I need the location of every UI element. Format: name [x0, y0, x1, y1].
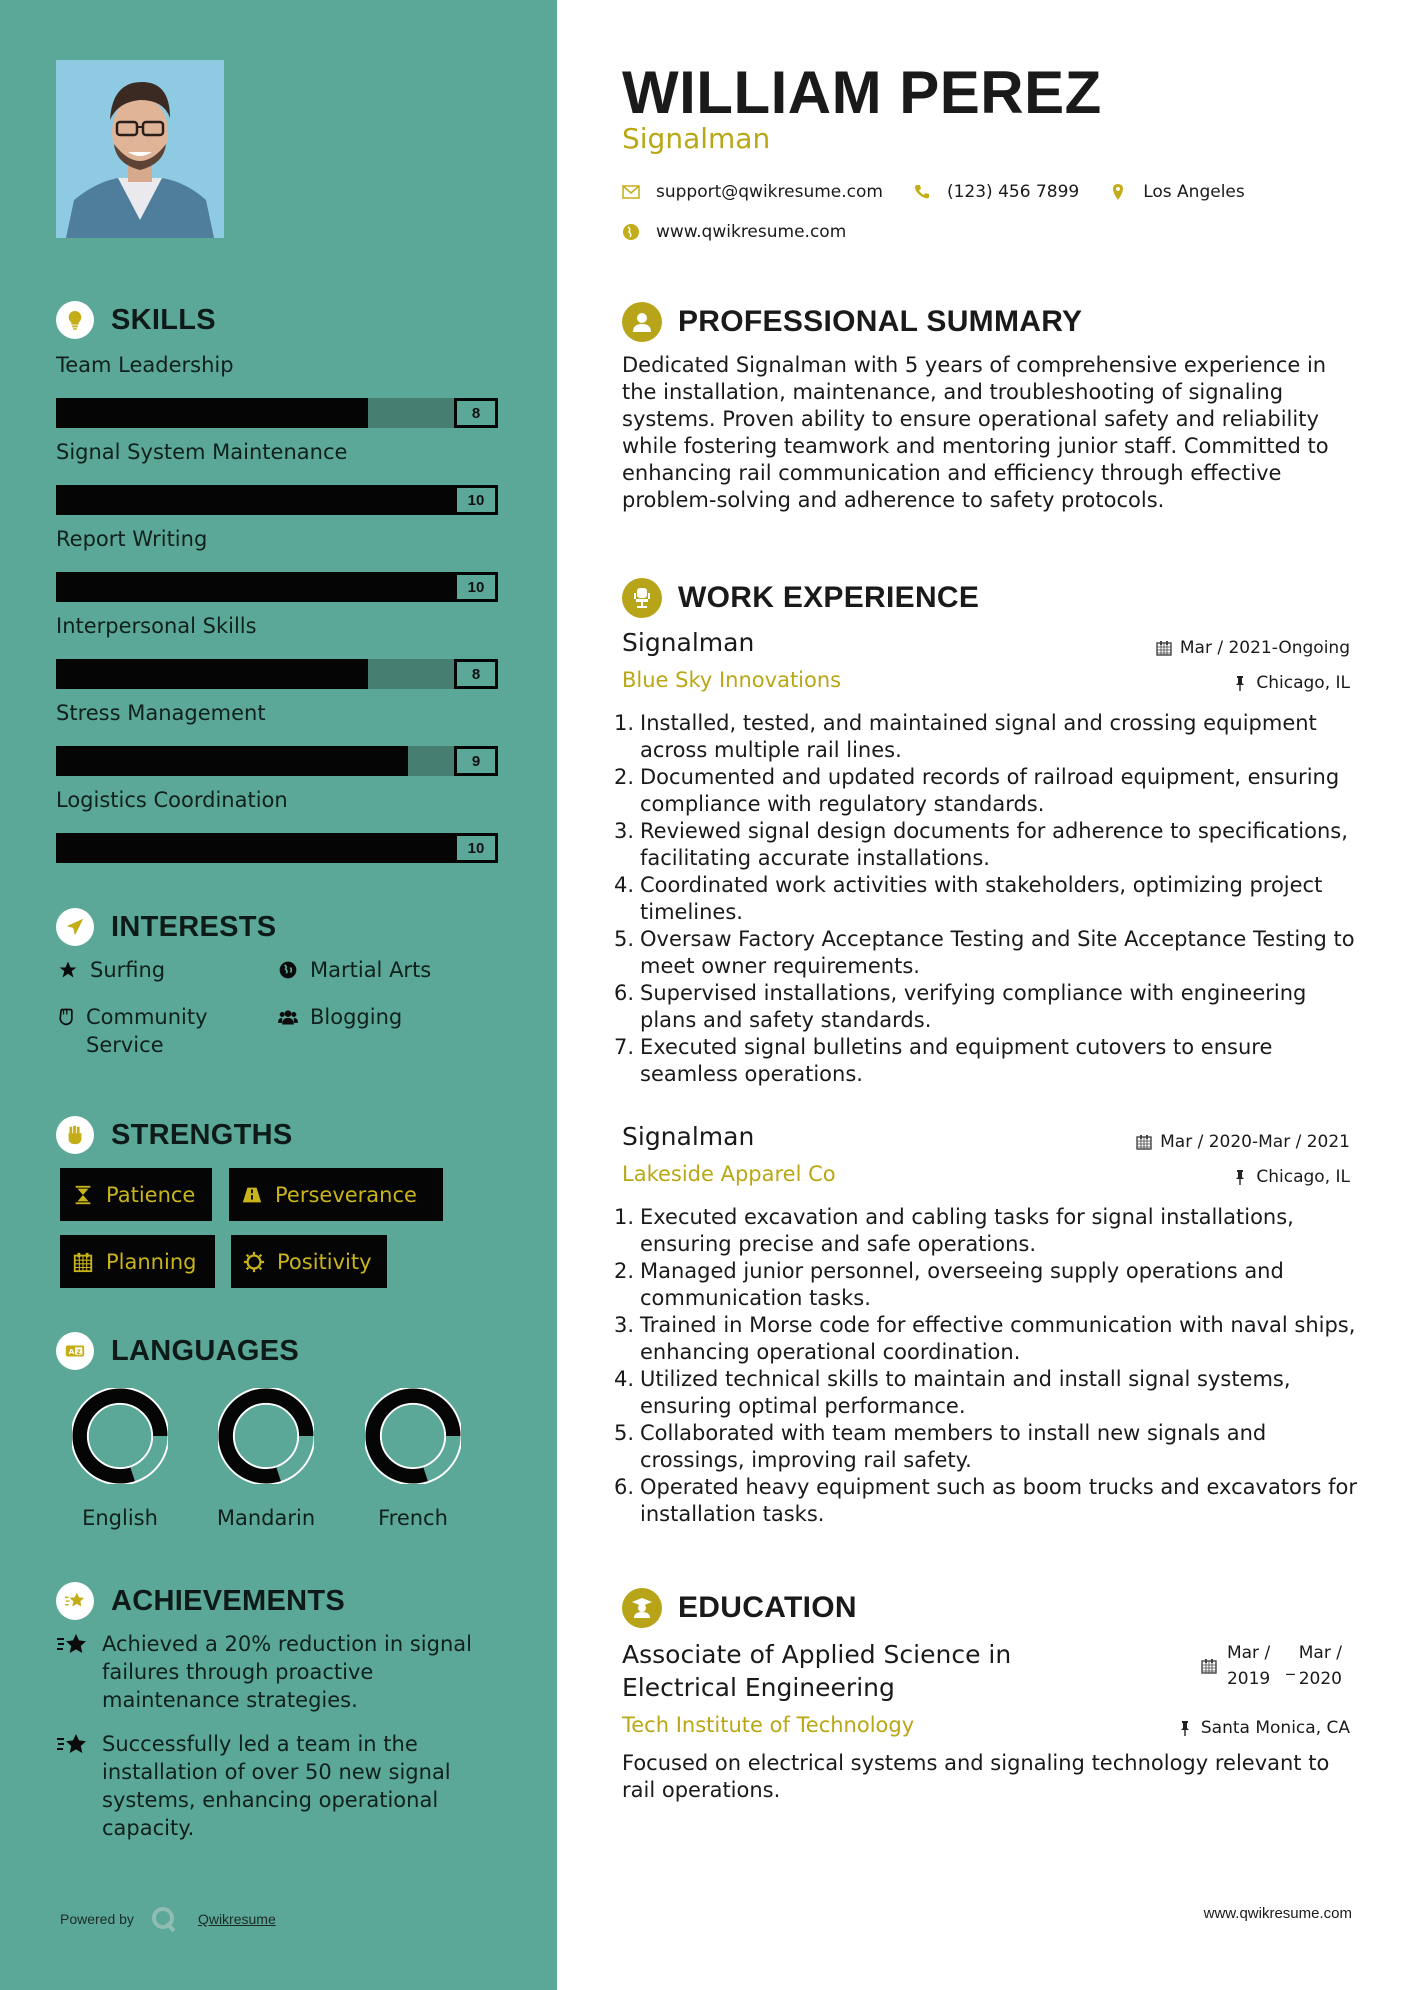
skill-signal-system-maintenance	[56, 437, 498, 515]
skill-value: 9	[454, 746, 498, 776]
translate-icon	[56, 1332, 94, 1370]
shooting-star-icon	[56, 1730, 90, 1842]
language-proficiency-ring	[365, 1388, 461, 1484]
phone: (123) 456 7899	[946, 182, 1080, 202]
job-location: Chicago, IL	[1232, 1167, 1350, 1187]
job-role: Signalman	[622, 1122, 755, 1151]
skill-report-writing	[56, 524, 498, 602]
pushpin-icon	[1232, 1169, 1248, 1185]
pushpin-icon	[1177, 1720, 1193, 1736]
education-location: Santa Monica, CA	[1177, 1718, 1350, 1738]
envelope-icon	[622, 183, 640, 201]
profile-photo	[56, 60, 224, 238]
list-item: 3. Reviewed signal design documents for adherence to specifications, facilitating accurate installations.	[614, 819, 1348, 870]
calendar-icon	[1156, 640, 1172, 656]
globe-icon	[276, 956, 300, 984]
job-dates: Mar / 2021-Ongoing	[1156, 638, 1350, 658]
skill-stress-management	[56, 698, 498, 776]
interest-item: Community Service	[56, 1003, 256, 1059]
list-item: 4. Coordinated work activities with stakeholders, optimizing project timelines.	[614, 873, 1323, 924]
list-item: 2. Managed junior personnel, overseeing supply operations and communication tasks.	[614, 1259, 1284, 1310]
candidate-title: Signalman	[622, 122, 771, 155]
languages-heading: A Z LANGUAGES	[56, 1331, 299, 1371]
skill-value: 10	[454, 485, 498, 515]
powered-by: Powered by Qwikresume	[60, 1905, 276, 1933]
globe-icon	[622, 223, 640, 241]
star-badge-icon	[56, 1582, 94, 1620]
language-proficiency-ring	[218, 1388, 314, 1484]
skill-value: 8	[454, 659, 498, 689]
sidebar	[0, 0, 557, 1990]
job-dates: Mar / 2020-Mar / 2021	[1136, 1132, 1350, 1152]
skill-label: Signal System Maintenance	[56, 440, 348, 464]
skill-team-leadership	[56, 350, 498, 428]
list-item: 2. Documented and updated records of railroad equipment, ensuring compliance with regulatory standards.	[614, 765, 1340, 816]
experience-heading: WORK EXPERIENCE	[622, 578, 979, 618]
skill-bar	[56, 659, 498, 689]
job-responsibilities	[614, 710, 1359, 1088]
education-description: Focused on electrical systems and signaling technology relevant to rail operations.	[622, 1751, 1330, 1802]
language-mandarin: Mandarin	[206, 1388, 326, 1530]
interest-item: Martial Arts	[276, 956, 431, 984]
skill-bar	[56, 485, 498, 515]
list-item: 7. Executed signal bulletins and equipment cutovers to ensure seamless operations.	[614, 1035, 1273, 1086]
institution: Tech Institute of Technology	[622, 1713, 915, 1737]
strength-chip: Positivity	[231, 1235, 387, 1288]
list-item: 4. Utilized technical skills to maintain and install signal systems, ensuring optimal performance.	[614, 1367, 1291, 1418]
strengths-heading: STRENGTHS	[56, 1115, 293, 1155]
degree-title: Associate of Applied Science in Electrical Engineering	[622, 1640, 1012, 1702]
graduate-icon	[622, 1588, 662, 1628]
location: Los Angeles	[1143, 182, 1245, 202]
qwikresume-link[interactable]: Qwikresume	[197, 1911, 276, 1927]
interests-heading: INTERESTS	[56, 907, 276, 947]
contact-row	[622, 182, 1245, 202]
job-location: Chicago, IL	[1232, 673, 1350, 693]
skill-logistics-coordination	[56, 785, 498, 863]
website[interactable]: www.qwikresume.com	[656, 222, 847, 242]
skill-value: 8	[454, 398, 498, 428]
skill-bar	[56, 746, 498, 776]
job-company: Lakeside Apparel Co	[622, 1162, 836, 1186]
pushpin-icon	[1232, 675, 1248, 691]
shooting-star-icon	[56, 1630, 90, 1714]
sun-icon	[243, 1251, 265, 1273]
list-item: 6. Supervised installations, verifying compliance with engineering plans and safety standards.	[614, 981, 1307, 1032]
skill-label: Interpersonal Skills	[56, 614, 257, 638]
map-pin-icon	[1109, 183, 1127, 201]
skill-bar	[56, 572, 498, 602]
skills-heading: SKILLS	[56, 300, 216, 340]
qwikresume-logo-icon	[150, 1905, 178, 1933]
education-heading: EDUCATION	[622, 1588, 857, 1628]
language-proficiency-ring	[72, 1388, 168, 1484]
achievement-item: Successfully led a team in the installation of over 50 new signal systems, enhancing operational capacity.	[56, 1730, 506, 1842]
paper-plane-icon	[56, 908, 94, 946]
raised-fist-icon	[56, 1116, 94, 1154]
skill-bar	[56, 833, 498, 863]
calendar-icon	[1136, 1134, 1152, 1150]
summary-text: Dedicated Signalman with 5 years of comprehensive experience in the installation, maintenance, and troubleshooting of signaling systems. Proven ability to ensure operational safety and reliability while fostering teamwork and mentoring junior staff. Committed to enhancing rail communication and efficiency through effective problem-solving and adherence to safety protocols.	[622, 353, 1329, 512]
office-chair-icon	[622, 578, 662, 618]
list-item: 3. Trained in Morse code for effective communication with naval ships, enhancing operational coordination.	[614, 1313, 1356, 1364]
svg-text:Z: Z	[76, 1347, 82, 1356]
fist-icon	[56, 1003, 76, 1031]
calendar-icon	[1201, 1658, 1217, 1674]
education-dates: Mar / 2019 _ Mar / 2020	[1201, 1640, 1342, 1692]
skill-bar	[56, 398, 498, 428]
achievement-item: Achieved a 20% reduction in signal failures through proactive maintenance strategies.	[56, 1630, 506, 1714]
language-french: French	[353, 1388, 473, 1530]
skill-interpersonal-skills	[56, 611, 498, 689]
road-icon	[241, 1184, 263, 1206]
list-item: 5. Oversaw Factory Acceptance Testing and Site Acceptance Testing to meet owner requirements.	[614, 927, 1355, 978]
strength-chip: Perseverance	[229, 1168, 443, 1221]
job-responsibilities	[614, 1204, 1359, 1528]
achievements-heading: ACHIEVEMENTS	[56, 1581, 345, 1621]
list-item: 1. Installed, tested, and maintained signal and crossing equipment across multiple rail lines.	[614, 711, 1317, 762]
strength-chip: Patience	[60, 1168, 212, 1221]
list-item: 5. Collaborated with team members to install new signals and crossings, improving rail safety.	[614, 1421, 1267, 1472]
svg-text:A: A	[68, 1347, 75, 1357]
interest-item: Surfing	[56, 956, 165, 984]
lightbulb-icon	[56, 301, 94, 339]
skill-label: Stress Management	[56, 701, 266, 725]
users-icon	[276, 1003, 300, 1031]
job-company: Blue Sky Innovations	[622, 668, 842, 692]
main-content	[614, 0, 1358, 1990]
job-role: Signalman	[622, 628, 755, 657]
user-icon	[622, 302, 662, 342]
hourglass-icon	[72, 1184, 94, 1206]
skill-value: 10	[454, 833, 498, 863]
skill-label: Team Leadership	[56, 353, 234, 377]
phone-icon	[913, 183, 931, 201]
star-icon	[56, 956, 80, 984]
skill-value: 10	[454, 572, 498, 602]
summary-heading: PROFESSIONAL SUMMARY	[622, 302, 1082, 342]
strength-chip: Planning	[60, 1235, 215, 1288]
list-item: 1. Executed excavation and cabling tasks for signal installations, ensuring precise and safe operations.	[614, 1205, 1294, 1256]
website-row	[622, 222, 846, 242]
candidate-name: WILLIAM PEREZ	[622, 59, 1102, 126]
language-english: English	[60, 1388, 180, 1530]
calendar-icon	[72, 1251, 94, 1273]
interest-item: Blogging	[276, 1003, 402, 1031]
skill-label: Logistics Coordination	[56, 788, 288, 812]
email[interactable]: support@qwikresume.com	[656, 182, 883, 202]
skill-label: Report Writing	[56, 527, 208, 551]
list-item: 6. Operated heavy equipment such as boom trucks and excavators for installation tasks.	[614, 1475, 1358, 1526]
footer-website[interactable]: www.qwikresume.com	[1203, 1905, 1352, 1922]
